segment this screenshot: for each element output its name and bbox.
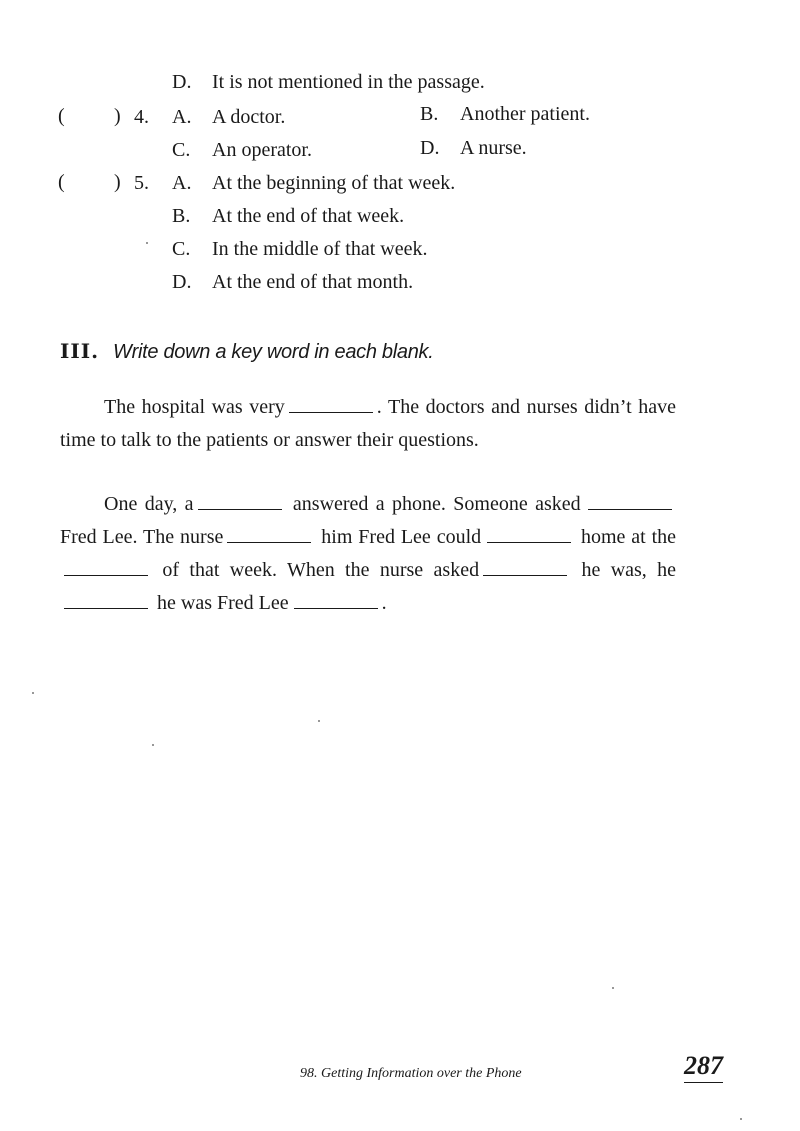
passage-text: One day, a xyxy=(104,493,194,515)
passage-paragraph-1 xyxy=(60,391,676,457)
passage-text: he was, he xyxy=(581,559,677,581)
scan-speck xyxy=(740,1118,742,1120)
scan-speck xyxy=(152,744,154,746)
q3-option-d xyxy=(172,70,485,94)
q4-answer-paren-open: ( xyxy=(58,105,65,127)
section-instruction: Write down a key word in each blank. xyxy=(113,341,434,363)
option-letter: A. xyxy=(172,106,192,128)
option-letter: D. xyxy=(420,137,440,159)
option-text: It is not mentioned in the passage. xyxy=(212,71,485,93)
q5-option-a xyxy=(172,171,455,195)
passage-text: answered a phone. Someone asked xyxy=(292,493,581,515)
q5-option-b xyxy=(172,204,404,228)
q5-number: 5. xyxy=(134,172,149,194)
option-letter: D. xyxy=(172,271,192,293)
option-text: A nurse. xyxy=(460,137,527,159)
option-letter: C. xyxy=(172,238,191,260)
passage-text: Fred Lee. The nurse xyxy=(60,526,224,548)
scan-speck xyxy=(318,720,320,722)
answer-blank[interactable] xyxy=(198,491,282,510)
passage-text: . xyxy=(381,592,387,614)
page-number: 287 xyxy=(684,1052,723,1083)
passage-paragraph-2 xyxy=(60,488,676,620)
option-text: Another patient. xyxy=(460,103,590,125)
q4-option-c xyxy=(172,138,312,162)
scan-speck xyxy=(612,987,614,989)
q5-option-d xyxy=(172,270,413,294)
q4-option-b xyxy=(420,102,590,126)
answer-blank[interactable] xyxy=(64,557,148,576)
passage-text: The hospital was very xyxy=(104,396,285,418)
answer-blank[interactable] xyxy=(289,394,373,413)
q4-option-a xyxy=(172,105,285,129)
answer-blank[interactable] xyxy=(227,524,311,543)
answer-blank[interactable] xyxy=(483,557,567,576)
scan-speck xyxy=(146,242,148,244)
option-text: At the beginning of that week. xyxy=(212,172,456,194)
option-letter: D. xyxy=(172,71,192,93)
q5-option-c xyxy=(172,237,428,261)
option-letter: B. xyxy=(420,103,439,125)
scan-speck xyxy=(32,692,34,694)
option-letter: A. xyxy=(172,172,192,194)
passage-text: him Fred Lee could xyxy=(321,526,482,548)
option-letter: C. xyxy=(172,139,191,161)
section-number: III. xyxy=(60,339,100,363)
option-letter: B. xyxy=(172,205,191,227)
option-text: A doctor. xyxy=(212,106,286,128)
q4-option-d xyxy=(420,136,527,160)
q4-number: 4. xyxy=(134,106,149,128)
answer-blank[interactable] xyxy=(64,590,148,609)
passage-text: home at the xyxy=(580,526,677,548)
section-heading xyxy=(60,338,434,365)
option-text: At the end of that week. xyxy=(212,205,405,227)
q5-answer-paren-close: ) xyxy=(114,171,121,193)
q5-answer-paren-open: ( xyxy=(58,171,65,193)
answer-blank[interactable] xyxy=(294,590,378,609)
passage-text: of that week. When the nurse asked xyxy=(162,559,480,581)
q4-answer-paren-close: ) xyxy=(114,105,121,127)
footer-lesson-title: 98. Getting Information over the Phone xyxy=(300,1066,522,1081)
passage-text: . The doctors and nurses didn’t have time to talk to the patients or answer their questions. xyxy=(60,396,676,451)
answer-blank[interactable] xyxy=(487,524,571,543)
option-text: In the middle of that week. xyxy=(212,238,428,260)
option-text: An operator. xyxy=(212,139,312,161)
answer-blank[interactable] xyxy=(588,491,672,510)
option-text: At the end of that month. xyxy=(212,271,414,293)
passage-text: he was Fred Lee xyxy=(157,592,289,614)
